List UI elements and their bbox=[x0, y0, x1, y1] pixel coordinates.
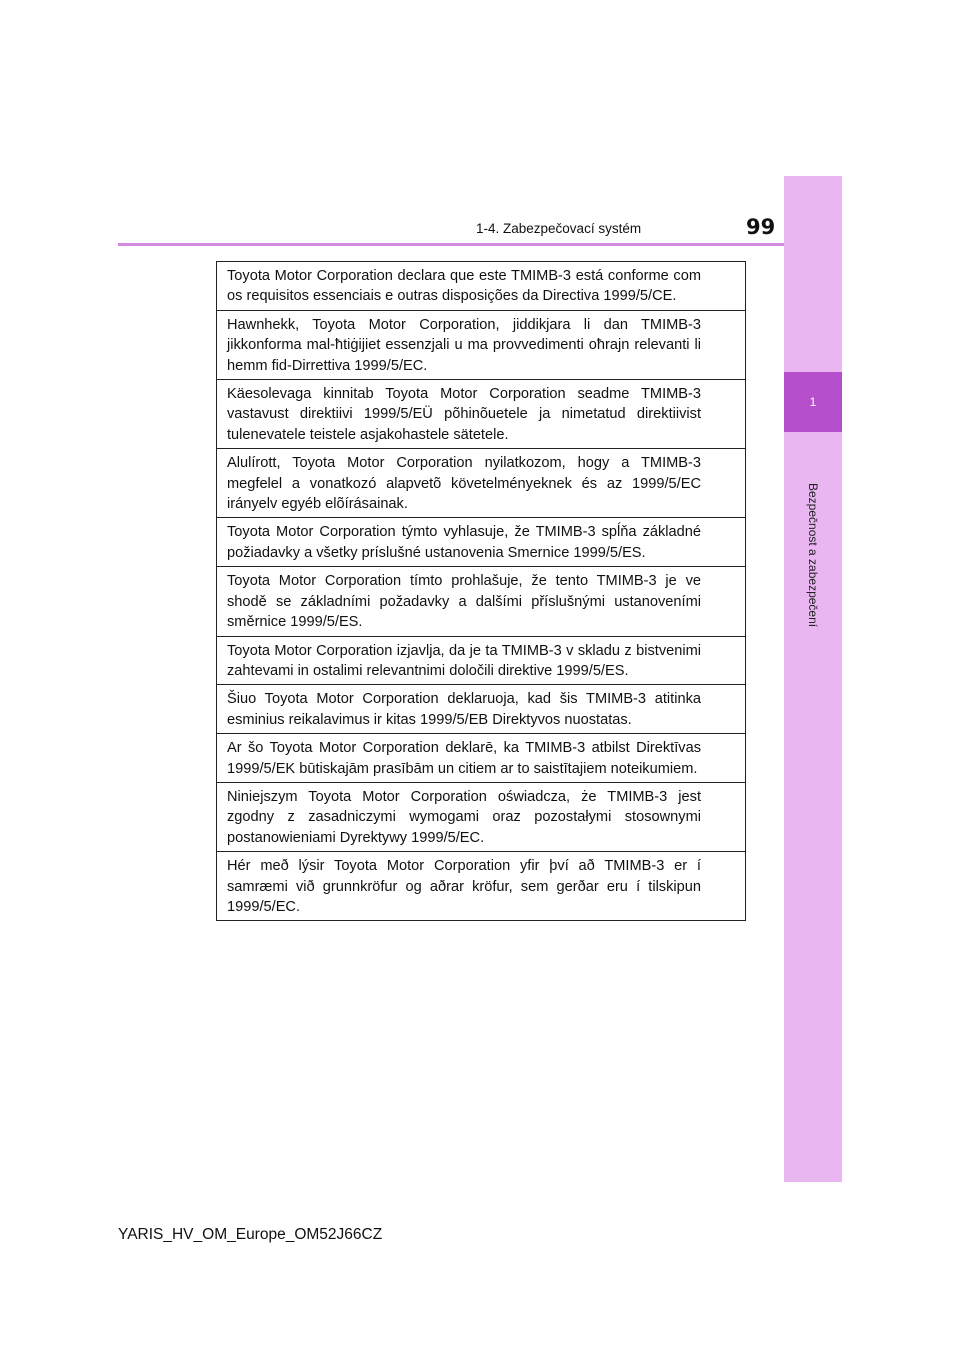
declaration-latvian: Ar šo Toyota Motor Corporation deklarē, ka TMIMB-3 atbilst Direktīvas 1999/5/EK būtiskajām prasībām un citiem ar to saistītajiem noteikumiem. bbox=[217, 733, 745, 782]
declaration-slovak: Toyota Motor Corporation týmto vyhlasuje, že TMIMB-3 spĺňa základné požiadavky a všetky príslušné ustanovenia Smernice 1999/5/ES. bbox=[217, 517, 745, 566]
declaration-maltese: Hawnhekk, Toyota Motor Corporation, jiddikjara li dan TMIMB-3 jikkonforma mal-ħtiġijiet essenzjali u ma provvedimenti oħrajn relevanti li hemm fid-Dirrettiva 1999/5/EC. bbox=[217, 310, 745, 379]
chapter-title-text: Bezpečnost a zabezpečení bbox=[806, 482, 820, 628]
declaration-portuguese: Toyota Motor Corporation declara que este TMIMB-3 está conforme com os requisitos essenciais e outras disposições da Directiva 1999/5/CE. bbox=[227, 268, 701, 305]
section-title: 1-4. Zabezpečovací systém bbox=[476, 221, 642, 236]
declaration-hungarian: Alulírott, Toyota Motor Corporation nyilatkozom, hogy a TMIMB-3 megfelel a vonatkozó alapvetõ követelményeknek és az 1999/5/EC irányelv egyéb elõírásainak. bbox=[217, 448, 745, 517]
document-code: YARIS_HV_OM_Europe_OM52J66CZ bbox=[118, 1226, 383, 1243]
header-divider bbox=[118, 243, 784, 246]
declaration-polish: Niniejszym Toyota Motor Corporation oświadcza, że TMIMB-3 jest zgodny z zasadniczymi wymogami oraz pozostałymi stosownymi postanowieniami Dyrektywy 1999/5/EC. bbox=[217, 782, 745, 851]
declaration-czech: Toyota Motor Corporation tímto prohlašuje, že tento TMIMB-3 je ve shodě se základními požadavky a dalšími příslušnými ustanoveními směrnice 1999/5/ES. bbox=[217, 566, 745, 635]
declaration-estonian: Käesolevaga kinnitab Toyota Motor Corporation seadme TMIMB-3 vastavust direktiivi 1999/5/EÜ põhinõuetele ja nimetatud direktiivist tulenevatele teistele asjakohastele sätetele. bbox=[217, 379, 745, 448]
declaration-lithuanian: Šiuo Toyota Motor Corporation deklaruoja, kad šis TMIMB-3 atitinka esminius reikalavimus ir kitas 1999/5/EB Direktyvos nuostatas. bbox=[217, 684, 745, 733]
chapter-title-vertical bbox=[784, 440, 842, 670]
chapter-side-tab bbox=[784, 176, 842, 1182]
declarations-table bbox=[216, 261, 746, 921]
declaration-icelandic: Hér með lýsir Toyota Motor Corporation yfir því að TMIMB-3 er í samræmi við grunnkröfur og aðrar kröfur, sem gerðar eru í tilskipun 1999/5/EC. bbox=[217, 851, 745, 920]
declaration-slovenian: Toyota Motor Corporation izjavlja, da je ta TMIMB-3 v skladu z bistvenimi zahtevami in ostalimi relevantnimi določili direktive 1999/5/ES. bbox=[217, 636, 745, 685]
chapter-number-badge: 1 bbox=[784, 372, 842, 432]
page-number: 99 bbox=[746, 215, 776, 239]
